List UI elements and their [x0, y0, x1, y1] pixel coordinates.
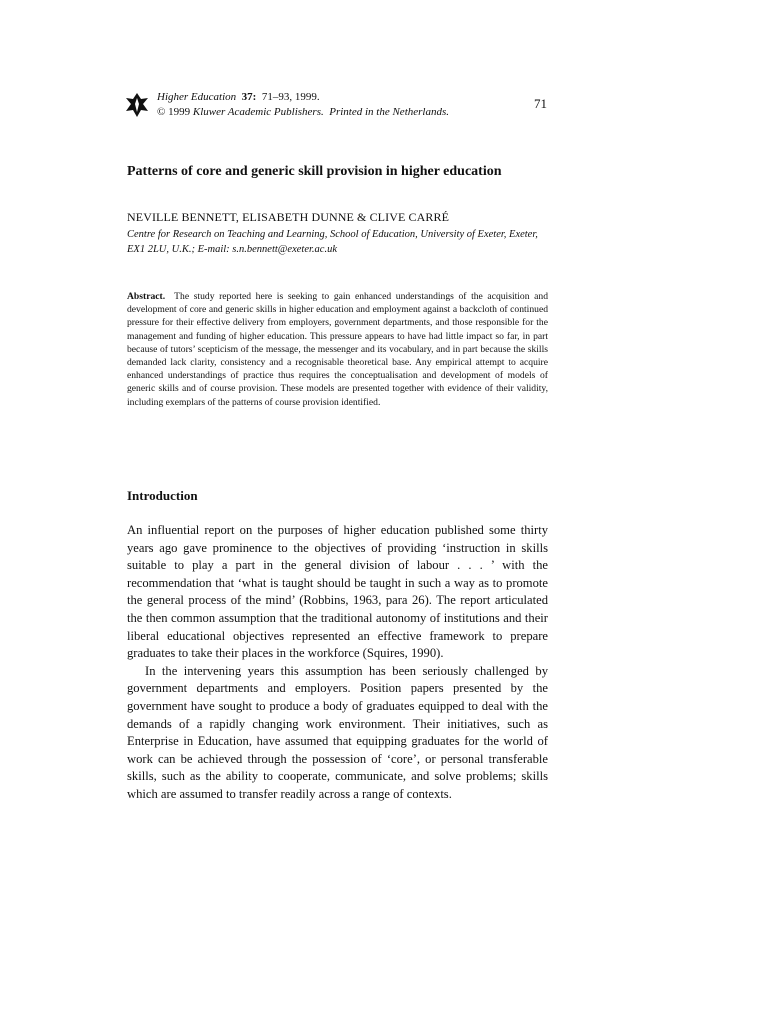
- printed-location: Printed in the Netherlands.: [329, 106, 449, 118]
- publisher-logo-icon: [125, 92, 149, 118]
- body-paragraph: An influential report on the purposes of higher education published some thirty years ago gave prominence to the objectives of providing ‘instruction in skills suitable to play a part in the general division of labour . . . ’ with the recommendation that ‘what is taught should be taught in such a way as to promote the general process of the mind’ (Robbins, 1963, para 26). The report articulated the then common assumption that the traditional autonomy of institutions and their liberal educational objectives represented an effective framework to prepare graduates to take their places in the workforce (Squires, 1990).: [127, 523, 548, 661]
- article-authors: NEVILLE BENNETT, ELISABETH DUNNE & CLIVE CARRÉ: [127, 210, 450, 224]
- abstract: [127, 290, 548, 409]
- author-affiliation: Centre for Research on Teaching and Learning, School of Education, University of Exeter, Exeter, EX1 2LU, U.K.; E-mail: s.n.bennett@exeter.ac.uk: [127, 229, 538, 255]
- abstract-text: The study reported here is seeking to gain enhanced understandings of the acquisition and development of core and generic skills in higher education and employment against a backcloth of continued pressure for their effective delivery from employers, government departments, and those responsible for the management and funding of higher education. This pressure appears to have had little impact so far, in part because of tutors’ scepticism of the message, the messenger and its vocabulary, and in part because the skills demanded lack clarity, consistency and a recognisable theoretical base. Any empirical attempt to acquire enhanced understandings of practice thus requires the conceptualisation and development of models of generic skills and of course provision. These models are presented together with evidence of their validity, including exemplars of the patterns of course provision identified.: [127, 291, 548, 408]
- introduction-body: [127, 522, 548, 804]
- copyright-year: 1999: [168, 106, 191, 118]
- section-heading-introduction: Introduction: [127, 488, 198, 503]
- journal-volume: 37:: [241, 91, 257, 103]
- body-paragraph: In the intervening years this assumption has been seriously challenged by government departments and employers. Position papers presented by the government have sought to produce a body of graduates equipped to deal with the demands of a rapidly changing work environment. Their initiatives, such as Enterprise in Education, have assumed that equipping graduates for the world of work can be achieved through the possession of ‘core’, or personal transferable skills, such as the ability to cooperate, communicate, and solve problems; skills which are assumed to transfer readily across a range of contexts.: [127, 663, 548, 801]
- journal-pages-year: 71–93, 1999.: [261, 91, 320, 103]
- page-number: 71: [534, 96, 547, 111]
- journal-name: Higher Education: [157, 91, 237, 103]
- journal-citation: [157, 90, 320, 104]
- abstract-label: Abstract.: [127, 291, 166, 302]
- publisher-name: Kluwer Academic Publishers.: [192, 106, 324, 118]
- article-title: Patterns of core and generic skill provision in higher education: [127, 164, 502, 179]
- copyright-symbol: ©: [157, 106, 166, 118]
- copyright-line: [157, 105, 449, 119]
